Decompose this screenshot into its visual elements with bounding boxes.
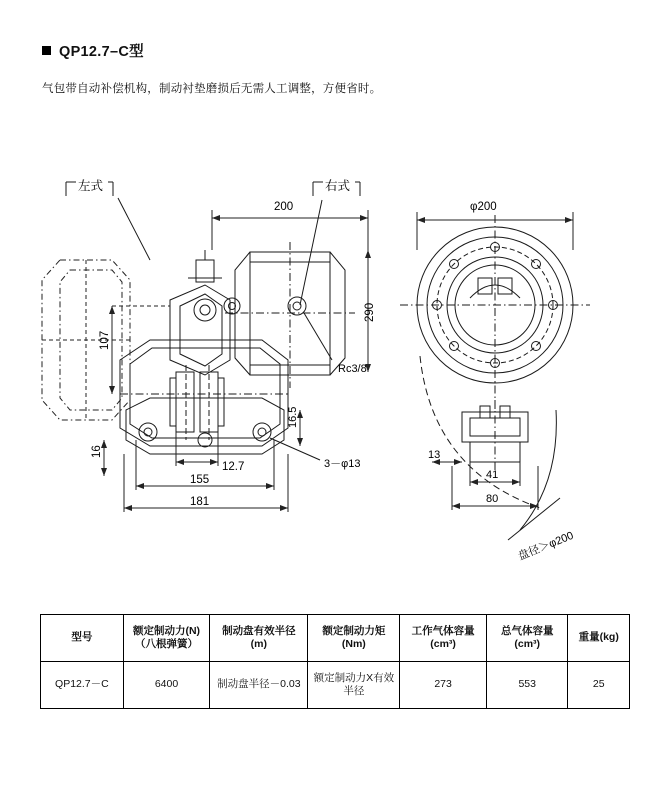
svg-text:181: 181	[190, 496, 210, 508]
square-bullet-icon	[42, 46, 51, 55]
description-text: 气包带自动补偿机构，制动衬垫磨损后无需人工调整，方便省时。	[42, 83, 382, 95]
header-total-volume-line2: (cm³)	[514, 638, 541, 650]
header-rated-force	[123, 615, 209, 662]
header-working-volume-line1: 工作气体容量	[411, 624, 475, 637]
header-effective-radius-line2: (m)	[250, 638, 268, 650]
header-rated-force-line1: 额定制动力(N)	[132, 624, 201, 637]
svg-text:16: 16	[91, 445, 103, 458]
header-model-line1: 型号	[71, 631, 93, 644]
cell-working-volume: 273	[400, 662, 487, 709]
header-working-volume	[400, 615, 487, 662]
cell-effective-radius: 制动盘半径－0.03	[210, 662, 308, 709]
svg-text:13: 13	[428, 449, 441, 461]
header-weight	[568, 615, 630, 662]
svg-text:290: 290	[364, 302, 376, 322]
header-rated-torque	[308, 615, 400, 662]
table-header-row	[41, 615, 630, 662]
cell-rated-torque-line1: 额定制动力X有效	[313, 671, 395, 684]
header-effective-radius	[210, 615, 308, 662]
svg-text:155: 155	[190, 474, 210, 486]
svg-text:80: 80	[486, 493, 499, 505]
svg-text:φ200: φ200	[470, 201, 497, 213]
cell-rated-torque	[308, 662, 400, 709]
table-body	[41, 662, 630, 709]
header-weight-line1: 重量(kg)	[578, 631, 619, 644]
svg-text:3－φ13: 3－φ13	[324, 458, 361, 470]
svg-text:41: 41	[486, 469, 499, 481]
page-title-text: QP12.7–C型	[59, 44, 144, 60]
svg-text:16.5: 16.5	[287, 406, 299, 428]
cell-model: QP12.7－C	[41, 662, 124, 709]
cell-weight: 25	[568, 662, 630, 709]
svg-text:200: 200	[274, 201, 294, 213]
spec-table	[40, 614, 630, 709]
header-total-volume-line1: 总气体容量	[500, 624, 554, 637]
svg-text:右式: 右式	[325, 179, 351, 193]
cell-rated-force: 6400	[123, 662, 209, 709]
cell-total-volume: 553	[486, 662, 568, 709]
svg-text:107: 107	[99, 330, 111, 350]
svg-text:左式: 左式	[78, 179, 104, 193]
header-model	[41, 615, 124, 662]
header-effective-radius-line1: 制动盘有效半径	[222, 624, 296, 637]
svg-text:12.7: 12.7	[222, 461, 245, 473]
header-rated-torque-line2: (Nm)	[341, 638, 366, 650]
cell-rated-torque-line2: 半径	[343, 685, 365, 697]
header-rated-force-line2: （八根弹簧）	[135, 638, 198, 650]
technical-drawing	[0, 110, 667, 590]
header-total-volume	[486, 615, 568, 662]
table-header	[41, 615, 630, 662]
page-title	[42, 40, 144, 61]
header-rated-torque-line1: 额定制动力矩	[322, 624, 386, 637]
svg-text:盘径＞φ200: 盘径＞φ200	[516, 529, 576, 563]
table-row	[41, 662, 630, 709]
svg-text:Rc3/8: Rc3/8	[338, 363, 367, 375]
header-working-volume-line2: (cm³)	[430, 638, 456, 650]
